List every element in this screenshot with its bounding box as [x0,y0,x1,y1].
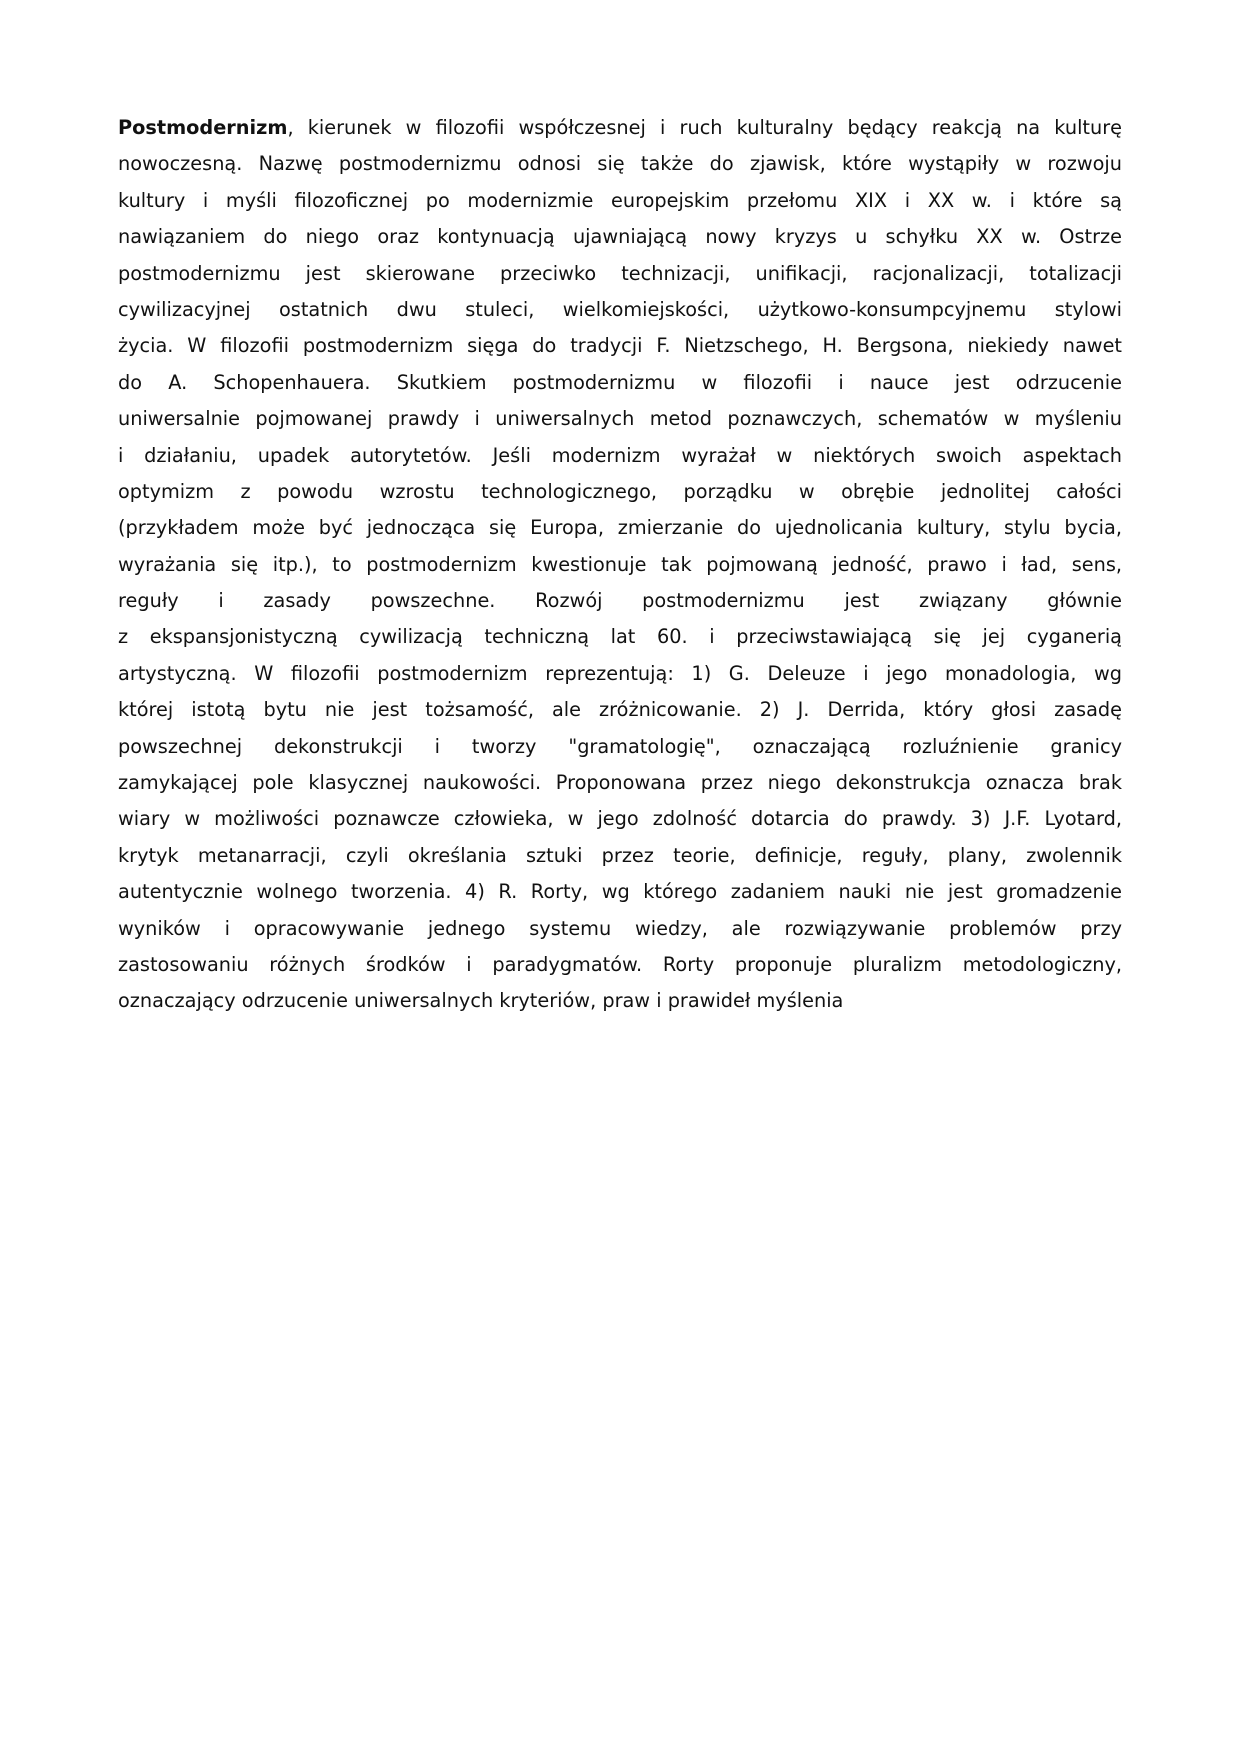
text-line: powszechnej dekonstrukcji i tworzy "gramatologię", oznaczającą rozluźnienie granicy [118,734,1122,758]
text-line: zastosowaniu różnych środków i paradygmatów. Rorty proponuje pluralizm metodologiczny, [118,952,1122,976]
text-line: zamykającej pole klasycznej naukowości. Proponowana przez niego dekonstrukcja oznacza brak [118,771,1122,795]
text-line: i działaniu, upadek autorytetów. Jeśli modernizm wyrażał w niektórych swoich aspektach [118,443,1122,467]
text-line: nowoczesną. Nazwę postmodernizmu odnosi się także do zjawisk, które wystąpiły w rozwoju [118,152,1122,176]
text-line: artystyczną. W filozofii postmodernizm reprezentują: 1) G. Deleuze i jego monadologia, wg [118,661,1122,685]
text-line: postmodernizmu jest skierowane przeciwko technizacji, unifikacji, racjonalizacji, totalizacji [118,261,1122,285]
text-line: (przykładem może być jednocząca się Europa, zmierzanie do ujednolicania kultury, stylu bycia, [118,516,1122,540]
text-line [118,110,1122,146]
line-text: , kierunek w filozofii współczesnej i ruch kulturalny będący reakcją na kulturę [287,116,1122,139]
text-line: wyrażania się itp.), to postmodernizm kwestionuje tak pojmowaną jedność, prawo i ład, sens, [118,552,1122,576]
text-line: oznaczający odrzucenie uniwersalnych kryteriów, praw i prawideł myślenia [118,989,844,1013]
text-line: autentycznie wolnego tworzenia. 4) R. Rorty, wg którego zadaniem nauki nie jest gromadzenie [118,880,1122,904]
text-line: uniwersalnie pojmowanej prawdy i uniwersalnych metod poznawczych, schematów w myśleniu [118,407,1122,431]
text-line: nawiązaniem do niego oraz kontynuacją ujawniającą nowy kryzys u schyłku XX w. Ostrze [118,225,1122,249]
text-line: cywilizacyjnej ostatnich dwu stuleci, wielkomiejskości, użytkowo-konsumpcyjnemu stylowi [118,297,1122,321]
term-heading: Postmodernizm [118,116,288,139]
text-line: optymizm z powodu wzrostu technologicznego, porządku w obrębie jednolitej całości [118,479,1122,503]
text-line: do A. Schopenhauera. Skutkiem postmodernizmu w filozofii i nauce jest odrzucenie [118,370,1122,394]
text-line: której istotą bytu nie jest tożsamość, ale zróżnicowanie. 2) J. Derrida, który głosi zasadę [118,698,1122,722]
text-line: wiary w możliwości poznawcze człowieka, w jego zdolność dotarcia do prawdy. 3) J.F. Lyotard, [118,807,1122,831]
text-line: kultury i myśli filozoficznej po modernizmie europejskim przełomu XIX i XX w. i które są [118,188,1122,212]
text-line: reguły i zasady powszechne. Rozwój postmodernizmu jest związany głównie [118,589,1122,613]
text-line: wyników i opracowywanie jednego systemu wiedzy, ale rozwiązywanie problemów przy [118,916,1122,940]
text-line: krytyk metanarracji, czyli określania sztuki przez teorie, definicje, reguły, plany, zwolennik [118,843,1122,867]
body-paragraph [118,110,1122,1020]
text-line: życia. W filozofii postmodernizm sięga do tradycji F. Nietzschego, H. Bergsona, niekiedy nawet [118,334,1122,358]
text-line: z ekspansjonistyczną cywilizacją techniczną lat 60. i przeciwstawiającą się jej cyganerią [118,625,1122,649]
